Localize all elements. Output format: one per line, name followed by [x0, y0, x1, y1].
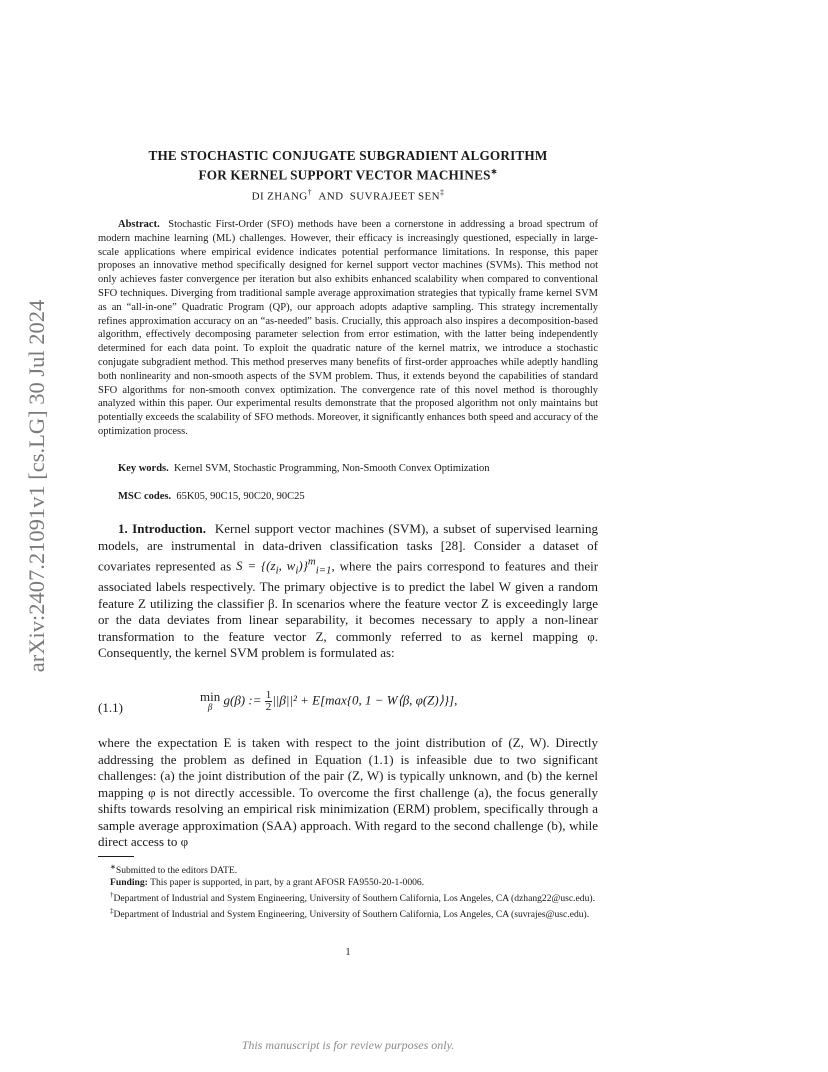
author-1: DI ZHANG [251, 190, 308, 203]
equation-lhs: g(β) := [220, 692, 265, 708]
abstract [98, 218, 598, 439]
author-connector: AND [318, 190, 344, 203]
arxiv-label: arXiv:2407.21091v1 [cs.LG] 30 Jul 2024 [24, 299, 49, 673]
footnotes [98, 861, 598, 922]
equation-rhs: ||β||² + E[max{0, 1 − W⟨β, φ(Z)⟩}], [272, 692, 458, 708]
abstract-heading: Abstract. [118, 219, 160, 230]
msc-codes [118, 491, 598, 502]
msc-heading: MSC codes. [118, 491, 172, 502]
footnote-rule [98, 856, 134, 857]
intro-text-2: , where the pairs correspond to features and their associated labels respectively. The primary objective is to predict the label W given a random feature Z utilizing the classifier β. In scenarios where the feature vector Z is exceedingly large or the data deviates from linear separability, it becomes necessary to apply a non-linear transformation to the feature vector Z, commonly referred to as kernel mapping φ. Consequently, the kernel SVM problem is formulated as: [98, 558, 599, 661]
review-notice: This manuscript is for review purposes only. [241, 1038, 455, 1052]
page-number: 1 [345, 947, 351, 958]
dataset-set-notation: $S = \{(z_i$, $w_i)\}^m_{i=1}$ [236, 556, 332, 577]
footnote-author-1: †Department of Industrial and System Engineering, University of Southern California, Los Angeles, CA (dzhang22@usc.edu). [110, 891, 595, 905]
author-list [98, 188, 598, 203]
footnote-author-2: ‡Department of Industrial and System Engineering, University of Southern California, Los Angeles, CA (suvrajes@usc.edu). [110, 907, 590, 921]
body-paragraph-2: where the expectation E is taken with respect to the joint distribution of (Z, W). Directly addressing the problem as defined in Equation (1.1) is infeasible due to two significant challenges: (a) the joint distribution of the pair (Z, W) is typically unknown, and (b) the kernel mapping φ is not directly accessible. To overcome the first challenge (a), the focus generally shifts towards resolving an empirical risk minimization (ERM) problem, specifically through a sample average approximation (SAA) approach. With regard to the second challenge (b), while direct access to φ [98, 735, 598, 849]
footnote-submitted: ∗Submitted to the editors DATE. [110, 863, 238, 877]
equation-number: (1.1) [98, 700, 123, 715]
min-operator: min β [200, 689, 221, 712]
title-footnote-mark[interactable]: ∗ [490, 167, 498, 176]
half-fraction: $\frac{1}{2}$ [265, 689, 272, 713]
introduction-heading: 1. Introduction. [118, 521, 206, 536]
abstract-text: Stochastic First-Order (SFO) methods have been a cornerstone in addressing a broad spectrum of modern machine learning (ML) challenges. However, their efficacy is increasingly questioned, especially in large-scale applications where empirical evidence indicates potential performance limitations. In response, this paper proposes an innovative method specifically designed for kernel support vector machines (SVMs). This method not only achieves faster convergence per iteration but also exhibits enhanced scalability when compared to conventional SFO techniques. Diverging from traditional sample average approximation strategies that typically frame kernel SVM as an “all-in-one” Quadratic Program (QP), our approach adopts adaptive sampling. This strategy incrementally refines approximation accuracy on an “as-needed” basis. Crucially, this approach also inspires a decomposition-based algorithm, effectively decomposing parameter selection from error estimation, with the latter being independently determined for each data point. To exploit the quadratic nature of the kernel matrix, we introduce a stochastic conjugate subgradient method. This method preserves many benefits of first-order approaches while adeptly handling both nonlinearity and non-smooth aspects of the SVM problem. Thus, it extends beyond the capabilities of standard SFO algorithms for non-smooth convex optimization. The convergence rate of this novel method is thoroughly analyzed within this paper. Our experimental results demonstrate that the proposed algorithm not only maintains but potentially exceeds the scalability of SFO methods. Moreover, it significantly enhances both speed and accuracy of the optimization process. [98, 219, 599, 437]
title-line-1: THE STOCHASTIC CONJUGATE SUBGRADIENT ALGORITHM [148, 148, 548, 163]
equation-body [200, 690, 457, 713]
arxiv-identifier[interactable] [22, 296, 52, 676]
intro-text-1: Kernel support vector machines (SVM), a subset of supervised learning models, are instrumental in data-driven classification tasks [28]. Consider a dataset of covariates represented as [98, 521, 598, 574]
keywords [118, 463, 598, 474]
keywords-text: Kernel SVM, Stochastic Programming, Non-Smooth Convex Optimization [174, 463, 490, 474]
keywords-heading: Key words. [118, 463, 169, 474]
title-line-2: FOR KERNEL SUPPORT VECTOR MACHINES [198, 167, 491, 183]
msc-text: 65K05, 90C15, 90C20, 90C25 [176, 491, 305, 502]
paper-title [98, 148, 598, 183]
equation-1-1 [98, 690, 598, 730]
author-2: SUVRAJEET SEN [349, 190, 440, 203]
footnote-funding: Funding: This paper is supported, in part, by a grant AFOSR FA9550-20-1-0006. [110, 877, 425, 889]
author-1-mark[interactable]: † [307, 188, 313, 197]
introduction-paragraph [98, 521, 598, 662]
author-2-mark[interactable]: ‡ [440, 188, 445, 197]
